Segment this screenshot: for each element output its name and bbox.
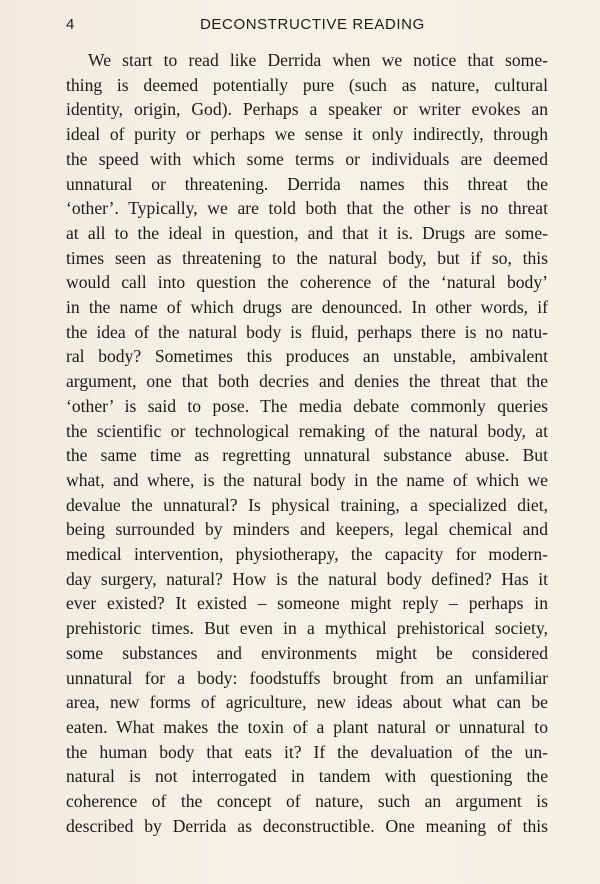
text-line: natural is not interrogated in tandem with questioning the: [66, 766, 548, 787]
text-line: ‘other’. Typically, we are told both that the other is no threat: [66, 198, 548, 219]
text-line: unnatural or threatening. Derrida names this threat the: [66, 173, 548, 194]
text-line: We start to read like Derrida when we notice that some-: [88, 50, 548, 70]
text-line: prehistoric times. But even in a mythical prehistorical society,: [66, 618, 548, 639]
text-line: the same time as regretting unnatural substance abuse. But: [66, 445, 548, 466]
text-line: what, and where, is the natural body in the name of which we: [66, 469, 548, 490]
running-head: DECONSTRUCTIVE READING: [200, 16, 425, 33]
text-line: at all to the ideal in question, and that it is. Drugs are some-: [66, 222, 548, 243]
text-line: eaten. What makes the toxin of a plant natural or unnatural to: [66, 716, 548, 737]
text-line: ever existed? It existed – someone might reply – perhaps in: [66, 593, 548, 614]
text-line: some substances and environments might be considered: [66, 642, 548, 663]
text-line: area, new forms of agriculture, new ideas about what can be: [66, 692, 548, 713]
text-line: argument, one that both decries and denies the threat that the: [66, 371, 548, 392]
text-line: in the name of which drugs are denounced. In other words, if: [66, 297, 548, 318]
text-line: thing is deemed potentially pure (such as nature, cultural: [66, 74, 548, 95]
text-line: coherence of the concept of nature, such an argument is: [66, 791, 548, 812]
page-number: 4: [66, 16, 75, 33]
text-line: identity, origin, God). Perhaps a speaker or writer evokes an: [66, 99, 548, 120]
text-line: devalue the unnatural? Is physical training, a specialized diet,: [66, 494, 548, 515]
text-line: unnatural for a body: foodstuffs brought from an unfamiliar: [66, 667, 548, 688]
text-line: being surrounded by minders and keepers, legal chemical and: [66, 519, 548, 540]
text-line: the scientific or technological remaking of the natural body, at: [66, 420, 548, 441]
body-paragraph: [66, 48, 548, 839]
text-line: ‘other’ is said to pose. The media debate commonly queries: [66, 395, 548, 416]
text-line: medical intervention, physiotherapy, the capacity for modern-: [66, 544, 548, 565]
text-line: the idea of the natural body is fluid, perhaps there is no natu-: [66, 321, 548, 342]
text-line: day surgery, natural? How is the natural body defined? Has it: [66, 568, 548, 589]
text-line: ideal of purity or perhaps we sense it only indirectly, through: [66, 124, 548, 145]
page-header: [66, 16, 546, 38]
text-line: ral body? Sometimes this produces an unstable, ambivalent: [66, 346, 548, 367]
text-line: described by Derrida as deconstructible. One meaning of this: [66, 815, 548, 836]
text-line: would call into question the coherence of the ‘natural body’: [66, 272, 548, 293]
text-line: the speed with which some terms or individuals are deemed: [66, 148, 548, 169]
text-line: the human body that eats it? If the devaluation of the un-: [66, 741, 548, 762]
text-line: times seen as threatening to the natural body, but if so, this: [66, 247, 548, 268]
